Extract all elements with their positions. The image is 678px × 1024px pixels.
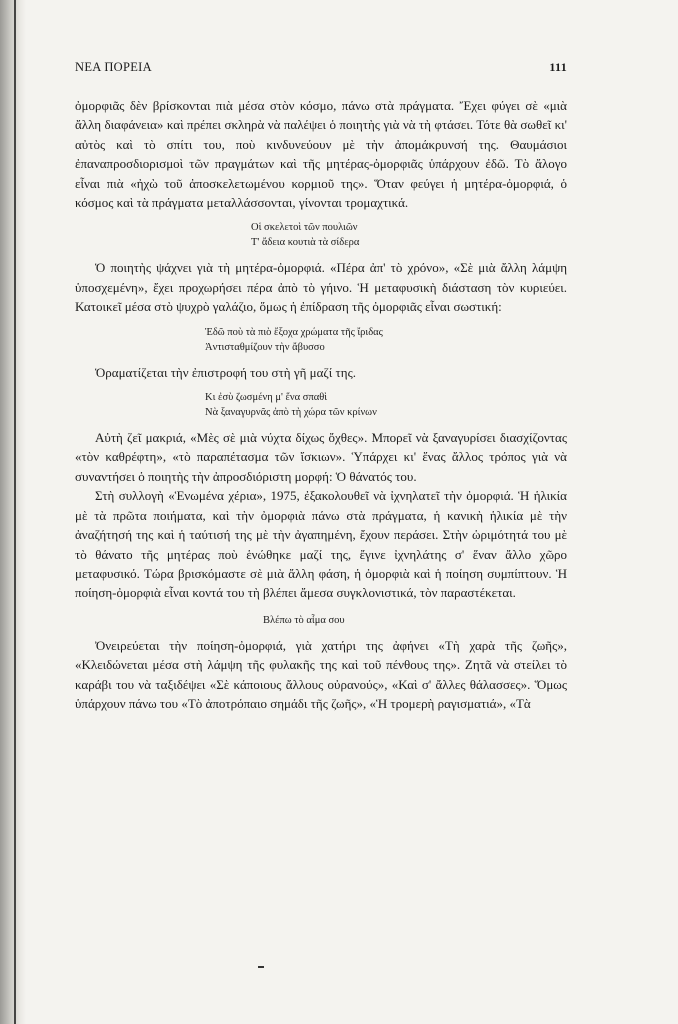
verse-line: Τ' ἄδεια κουτιὰ τὰ σίδερα bbox=[251, 237, 360, 249]
book-binding-edge bbox=[0, 0, 26, 1024]
verse-line: Οἱ σκελετοὶ τῶν πουλιῶν bbox=[251, 222, 358, 234]
verse-quote bbox=[75, 390, 567, 420]
verse-quote bbox=[75, 613, 567, 628]
verse-quote bbox=[75, 325, 567, 355]
page-number: 111 bbox=[549, 60, 567, 74]
paragraph: ὀμορφιᾶς δὲν βρίσκονται πιὰ μέσα στὸν κόσμο, πάνω στὰ πράγματα. Ἔχει φύγει σὲ «μιὰ ἄλλη διαφάνεια» καὶ πρέπει σκληρὰ νὰ παλέψει ὁ ποιητὴς γιὰ νὰ τὴ φτάσει. Τότε θὰ σωθεῖ κι' αὐτὸς καὶ τὸ σπίτι του, ποὺ κινδυνεύουν μὲ τὴν ἀπομάκρυνσή της. Θαυμάσιοι ἐπαναπροσδιορισμοὶ τῶν πραγμάτων καὶ τῆς μητέρας-ὀμορφιᾶς ὑπάρχουν ἐδῶ. Τὸ ἄλογο εἶναι πιὰ «ἠχὼ τοῦ ἀποσκελετωμένου κορμιοῦ της». Ὅταν φεύγει ἡ μητέρα-ὀμορφιά, ὁ κόσμος καὶ τὰ πράγματα μεταλλάσσονται, γίνονται τρομαχτικά. bbox=[75, 98, 567, 211]
paragraph: Ὁραματίζεται τὴν ἐπιστροφή του στὴ γῆ μαζί της. bbox=[95, 364, 356, 380]
paragraph: Αὐτὴ ζεῖ μακριά, «Μὲς σὲ μιὰ νύχτα δίχως ὄχθες». Μπορεῖ νὰ ξαναγυρίσει διασχίζοντας «τὸν καθρέφτη», «τὸ παραπέτασμα τῶν ἴσκιων». Ὑπάρχει κι' ἕνας ἄλλος τρόπος γιὰ νὰ συναντήσει ὁ ποιητὴς τὴν ἀπροσδιόριστη μορφή: Ὁ θάνατός του. bbox=[75, 430, 567, 484]
running-header bbox=[75, 60, 567, 82]
paragraph: Ὀνειρεύεται τὴν ποίηση-ὀμορφιά, γιὰ χατήρι της ἀφήνει «Τὴ χαρὰ τῆς ζωῆς», «Κλειδώνεται μέσα στὴ λάμψη τῆς φυλακῆς της καὶ τοῦ πένθους της». Ζητᾶ νὰ στείλει τὸ καράβι του νὰ ταξιδέψει «Σὲ κάποιους ἄλλους οὐρανούς», «Καὶ σ' ἄλλες θάλασσες». Ὅμως ὑπάρχουν πάνω του «Τὸ ἀποτρόπαιο σημάδι τῆς ζωῆς», «Ἡ τρομερὴ ραγισματιά», «Τὰ bbox=[75, 637, 567, 711]
book-page bbox=[75, 60, 567, 713]
body-text bbox=[75, 96, 567, 713]
verse-line: Νὰ ξαναγυρνᾶς ἀπὸ τὴ χώρα τῶν κρίνων bbox=[205, 407, 377, 419]
journal-title: ΝΕΑ ΠΟΡΕΙΑ bbox=[75, 60, 152, 74]
verse-line: Κι ἐσὺ ζωσμένη μ' ἕνα σπαθὶ bbox=[205, 392, 328, 404]
verse-line: Βλέπω τὸ αἷμα σου bbox=[263, 614, 345, 626]
paragraph: Στὴ συλλογὴ «Ἑνωμένα χέρια», 1975, ἐξακολουθεῖ νὰ ἰχνηλατεῖ τὴν ὀμορφιά. Ἡ ἡλικία μὲ τὰ πρῶτα ποιήματα, καὶ τὴν ὀμορφιὰ πάνω στὰ πράγματα, ἡ κανικὴ ἡλικία μὲ τὴν ἀναζήτησή της καὶ ἡ ταύτισή της μὲ τὴν ἀγαπημένη, ἔχουν περάσει. Στὴν ὡριμότητά του μὲ τὸ θάνατο τῆς μητέρας ποὺ ἑνώθηκε μαζί της, ἔγινε ἰχνηλάτης σ' ἕναν ἄλλο χῶρο μεταφυσικό. Τώρα βρισκόμαστε σὲ μιὰ ἄλλη φάση, ἡ ὀμορφιὰ καὶ ἡ ποίηση συμπίπτουν. Ἡ ποίηση-ὀμορφιὰ εἶναι κοντά του τὴ βλέπει ἄμεσα συγκλονιστικά, τὸν παραστέκεται. bbox=[75, 488, 567, 601]
verse-line: Ἀντισταθμίζουν τὴν ἄβυσσο bbox=[205, 341, 325, 353]
verse-line: Ἐδῶ ποὺ τὰ πιὸ ἔξοχα χρώματα τῆς ἴριδας bbox=[205, 326, 383, 338]
verse-quote bbox=[75, 220, 567, 250]
paragraph: Ὁ ποιητὴς ψάχνει γιὰ τὴ μητέρα-ὀμορφιά. «Πέρα ἀπ' τὸ χρόνο», «Σὲ μιὰ ἄλλη λάμψη ὑποσχεμένη», ἔχει προχωρήσει πέρα ἀπὸ τὸ γήινο. Ἡ μεταφυσικὴ διάσταση τὸν κυριεύει. Κατοικεῖ μέσα στὸ ψυχρὸ γαλάζιο, ὅμως ἡ ἐπίδραση τῆς ὀμορφιᾶς εἶναι σωστική: bbox=[75, 260, 567, 315]
print-mark bbox=[258, 966, 264, 968]
